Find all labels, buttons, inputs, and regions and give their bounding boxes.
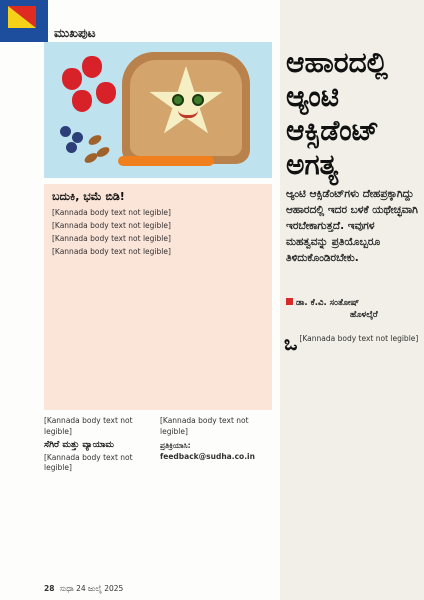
magazine-logo: [0, 0, 48, 42]
almond-icon: [83, 151, 99, 165]
strawberry-icon: [72, 90, 92, 112]
right-body-column: [284, 334, 420, 582]
carrot-stick: [118, 156, 214, 166]
issue-date: ಸುಧಾ 24 ಜುಲೈ 2025: [59, 584, 124, 593]
boxed-paragraph: [Kannada body text not legible]: [52, 247, 171, 256]
page-footer: [44, 584, 123, 594]
author-name: ಡಾ. ಕೆ.ವಿ. ಸಂತೋಷ್: [296, 298, 360, 308]
boxed-paragraph: [Kannada body text not legible]: [52, 234, 171, 243]
body-paragraph: [Kannada body text not legible]: [299, 334, 419, 343]
author-place: ಹೊಳಲ್ಕೆರೆ: [350, 310, 378, 320]
blueberry-icon: [66, 142, 77, 153]
strawberry-icon: [62, 68, 82, 90]
feedback-contact: ಪ್ರತಿಕ್ರಿಯಾಸಿ: feedback@sudha.co.in: [160, 441, 255, 461]
body-paragraph: [Kannada body text not legible]: [44, 452, 133, 473]
bottom-middle-column: [160, 416, 270, 580]
body-paragraph: [Kannada body text not legible]: [44, 416, 133, 436]
boxed-paragraph: [Kannada body text not legible]: [52, 221, 171, 230]
article-title: ಆಹಾರದಲ್ಲಿ ಆ್ಯಂಟಿ ಆಕ್ಸಿಡೆಂಟ್ ಅಗತ್ಯ: [286, 46, 388, 181]
subheading: ಸೆಗಿರೆ ಮತ್ತು ವ್ಯಾಯಾಮ: [44, 440, 114, 451]
drop-cap: ಒ: [284, 334, 298, 355]
page-number: 28: [44, 584, 55, 593]
red-square-bullet-icon: [286, 298, 293, 305]
almond-icon: [87, 133, 103, 147]
strawberry-icon: [96, 82, 116, 104]
strawberry-icon: [82, 56, 102, 78]
hero-image-breakfast-plate: [44, 42, 272, 178]
boxed-paragraph: [Kannada body text not legible]: [52, 208, 171, 217]
section-label: ಮುಖಪುಟ: [54, 26, 96, 40]
bottom-left-column: [44, 416, 154, 580]
article-subtitle: ಆ್ಯಂಟಿ ಆಕ್ಸಿಡೆಂಟ್‌ಗಳು ದೇಹಪ್ರಕ್ಕಾಗಿದ್ದು ಆಹಾರದಲ್ಲಿ ಇದರ ಬಳಕೆ ಯಥೇಚ್ಛವಾಗಿ ಇರಬೇಕಾಗುತ್ತದೆ. ಇವುಗಳ ಮಹತ್ವವನ್ನು ಪ್ರತಿಯೊಬ್ಬರೂ ತಿಳಿದುಕೊಂಡಿರಬೇಕು.: [286, 188, 418, 264]
toast-bread: [122, 52, 250, 164]
blueberry-icon: [60, 126, 71, 137]
boxed-article-title: ಬದುಕಿ, ಭಮೆ ಬಿಡಿ!: [52, 190, 125, 203]
boxed-article: [44, 184, 272, 410]
blueberry-icon: [72, 132, 83, 143]
olive-eye-icon: [172, 94, 184, 106]
author-byline: [286, 298, 378, 320]
body-paragraph: [Kannada body text not legible]: [160, 416, 249, 436]
olive-eye-icon: [192, 94, 204, 106]
